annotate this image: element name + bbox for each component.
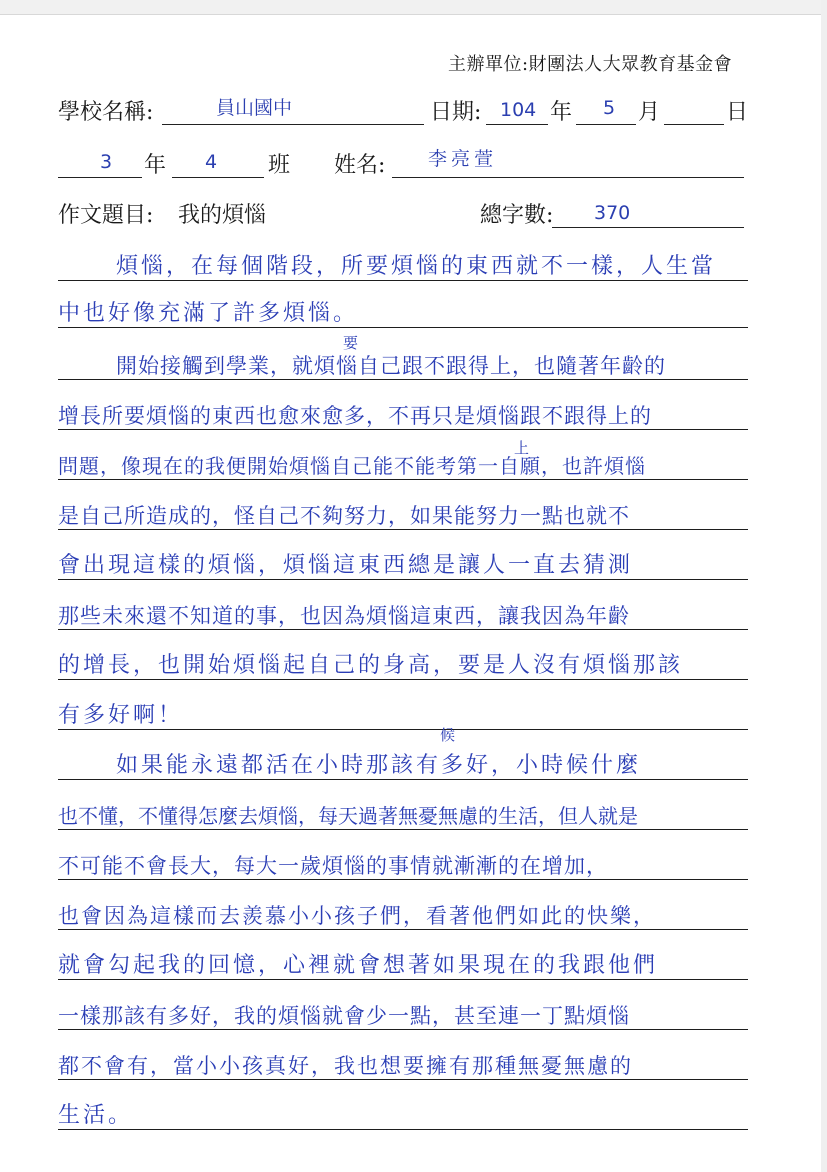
essay-line: 不可能不會長大，每大一歲煩惱的事情就漸漸的在增加， — [58, 854, 608, 878]
scan-top-edge — [0, 0, 827, 15]
school-label: 學校名稱: — [58, 100, 154, 125]
day-underline — [664, 124, 724, 125]
essay-line: 的增長，也開始煩惱起自己的身高，要是人沒有煩惱那該 — [58, 653, 684, 678]
sponsor-text: 主辦單位:財團法人大眾教育基金會 — [448, 54, 733, 75]
essay-line: 生活。 — [58, 1103, 134, 1128]
essay-line: 一樣那該有多好，我的煩惱就會少一點，甚至連一丁點煩惱 — [58, 1004, 630, 1028]
year-underline — [486, 124, 548, 125]
year-label: 年 — [550, 100, 573, 125]
essay-line: 開始接觸到學業，就煩惱自己跟不跟得上，也隨著年齡的 — [116, 354, 666, 378]
school-value: 員山國中 — [216, 97, 293, 119]
month-underline — [576, 124, 636, 125]
grade-value: 3 — [100, 151, 113, 173]
essay-line: 煩惱，在每個階段，所要煩惱的東西就不一樣，人生當 — [116, 254, 717, 279]
name-value: 李亮萱 — [428, 148, 498, 170]
scan-right-edge — [821, 0, 827, 1172]
wordcount-underline — [552, 227, 744, 228]
day-label: 日 — [726, 100, 749, 125]
essay-line: 如果能永遠都活在小時那該有多好，小時候什麼 — [116, 753, 642, 778]
insertion-mark: 上 — [514, 439, 530, 457]
wordcount-value: 370 — [594, 202, 631, 224]
essay-line: 有多好啊！ — [58, 703, 184, 728]
essay-line: 那些未來還不知道的事，也因為煩惱這東西，讓我因為年齡 — [58, 604, 630, 628]
month-value: 5 — [603, 97, 616, 119]
class-value: 4 — [205, 151, 218, 173]
grade-underline — [58, 177, 142, 178]
title-value: 我的煩惱 — [178, 203, 267, 228]
essay-line: 會出現這樣的煩惱，煩惱這東西總是讓人一直去猜測 — [58, 553, 634, 578]
insertion-mark: 候 — [440, 726, 456, 744]
essay-line: 中也好像充滿了許多煩惱。 — [58, 301, 359, 326]
year-value: 104 — [500, 99, 537, 121]
class-underline — [172, 177, 264, 178]
date-label: 日期: — [430, 100, 482, 125]
class-label: 班 — [268, 153, 291, 178]
title-label: 作文題目: — [58, 203, 154, 228]
essay-line: 也會因為這樣而去羨慕小小孩子們，看著他們如此的快樂， — [58, 904, 656, 928]
essay-line: 也不懂，不懂得怎麼去煩惱，每天過著無憂無慮的生活，但人就是 — [58, 804, 638, 828]
essay-line: 都不會有，當小小孩真好，我也想要擁有那種無憂無慮的 — [58, 1054, 633, 1078]
essay-line: 增長所要煩惱的東西也愈來愈多，不再只是煩惱跟不跟得上的 — [58, 404, 652, 428]
name-label: 姓名: — [334, 153, 386, 178]
essay-line: 是自己所造成的，怪自己不夠努力，如果能努力一點也就不 — [58, 504, 630, 528]
essay-line: 就會勾起我的回憶，心裡就會想著如果現在的我跟他們 — [58, 953, 659, 978]
grade-label: 年 — [144, 153, 167, 178]
insertion-mark: 要 — [343, 334, 359, 352]
wordcount-label: 總字數: — [480, 203, 554, 228]
month-label: 月 — [638, 100, 661, 125]
school-underline — [162, 124, 424, 125]
name-underline — [392, 177, 744, 178]
essay-line: 問題，像現在的我便開始煩惱自己能不能考第一自願，也許煩惱 — [58, 454, 646, 478]
